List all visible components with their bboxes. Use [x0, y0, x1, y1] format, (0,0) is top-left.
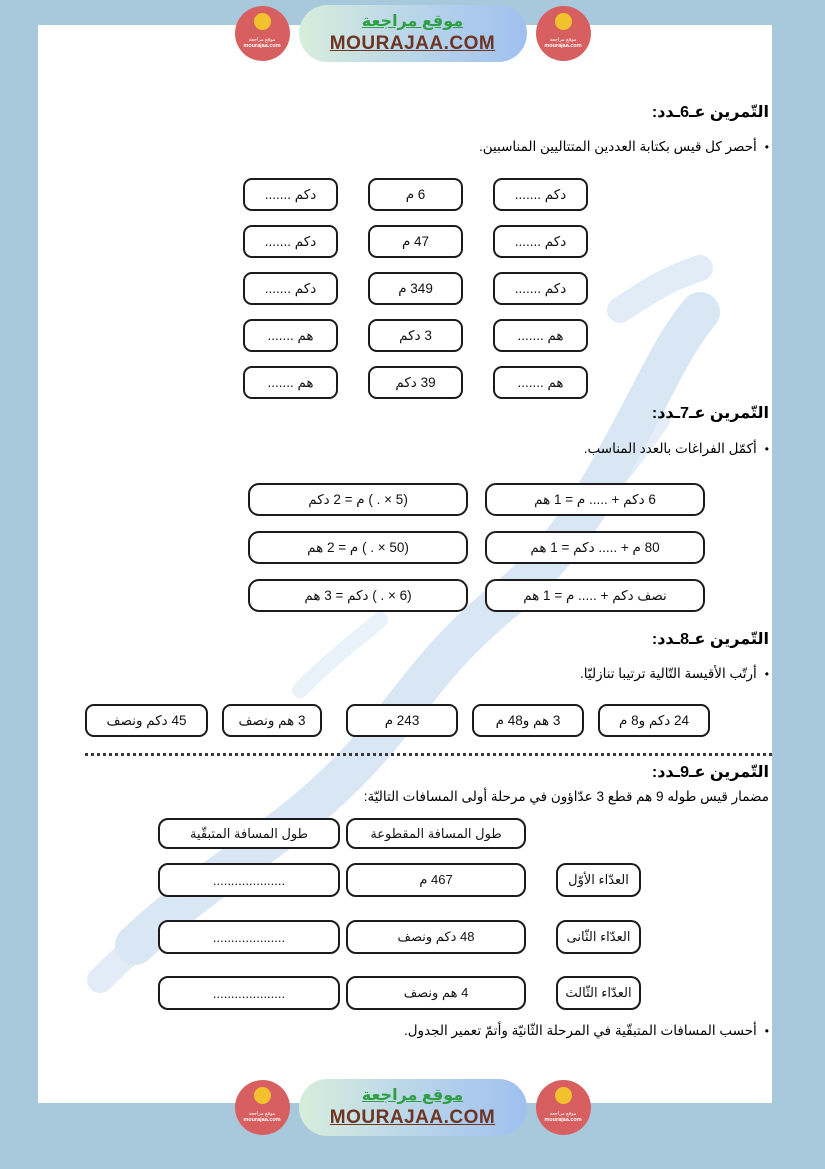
site-domain-link[interactable]: MOURAJAA.COM: [329, 1107, 496, 1128]
logo-book-icon: [555, 13, 572, 30]
ex9-runner3-label: العدّاء الثّالث: [556, 976, 641, 1010]
ex9-runner2-remaining: ....................: [158, 920, 340, 954]
measure-box: 243 م: [346, 704, 458, 737]
ex7-row2-sum-box: 80 م + ..... دكم = 1 هم: [485, 531, 705, 564]
bullet-icon: •: [764, 442, 769, 456]
site-domain-link[interactable]: MOURAJAA.COM: [329, 33, 496, 54]
ex9-runner1-remaining: ....................: [158, 863, 340, 897]
ex6-row1-right-bound-box: دكم .......: [493, 178, 588, 211]
ex9-header-remaining: طول المسافة المتبقّية: [158, 818, 340, 849]
exercise9-closing-instruction: [404, 1023, 769, 1039]
ex6-row1-value-box: 6 م: [368, 178, 463, 211]
exercise7-instruction: [584, 441, 769, 457]
ex9-runner2-covered: 48 دكم ونصف: [346, 920, 526, 954]
logo-caption-domain: mourajaa.com: [544, 43, 582, 49]
exercise6-grid: [243, 178, 588, 399]
site-logo-badge: [536, 6, 591, 61]
measure-box: 3 هم و48 م: [472, 704, 584, 737]
site-banner: [299, 1079, 527, 1136]
ex7-row1-product-box: (5 × . ) م = 2 دكم: [248, 483, 468, 516]
ex6-row5-value-box: 39 دكم: [368, 366, 463, 399]
ex6-row5-right-bound-box: هم .......: [493, 366, 588, 399]
instruction-text: أرتّب الأقيسة التّالية ترتيبا تنازليّا.: [580, 666, 757, 681]
measure-box: 45 دكم ونصف: [85, 704, 208, 737]
ex7-row2-product-box: (50 × . ) م = 2 هم: [248, 531, 468, 564]
bullet-icon: •: [764, 1024, 769, 1038]
ex6-row4-right-bound-box: هم .......: [493, 319, 588, 352]
exercise9-title: التّمرين عـ9ـدد:: [651, 764, 769, 781]
ex7-row3-product-box: (6 × . ) دكم = 3 هم: [248, 579, 468, 612]
ex6-row3-right-bound-box: دكم .......: [493, 272, 588, 305]
ex6-row5-left-bound-box: هم .......: [243, 366, 338, 399]
exercise8-measures-row: [85, 704, 710, 737]
logo-book-icon: [254, 13, 271, 30]
site-logo-badge: [536, 1080, 591, 1135]
measure-box: 24 دكم و8 م: [598, 704, 710, 737]
ex6-row1-left-bound-box: دكم .......: [243, 178, 338, 211]
site-logo-badge: [235, 6, 290, 61]
measure-box: 3 هم ونصف: [222, 704, 322, 737]
ex9-runner2-label: العدّاء الثّانى: [556, 920, 641, 954]
exercise7-title: التّمرين عـ7ـدد:: [651, 405, 769, 422]
logo-caption-ar: موقع مراجعة: [248, 37, 276, 43]
ex6-row3-left-bound-box: دكم .......: [243, 272, 338, 305]
exercise9-intro: مضمار قيس طوله 9 هم قطع 3 عدّاؤون في مرحلة أولى المسافات التاليّة:: [363, 789, 769, 804]
bullet-icon: •: [764, 140, 769, 154]
logo-book-icon: [254, 1087, 271, 1104]
ex7-row1-sum-box: 6 دكم + ..... م = 1 هم: [485, 483, 705, 516]
exercise8-instruction: [580, 666, 769, 682]
instruction-text: أكمّل الفراغات بالعدد المناسب.: [583, 441, 757, 456]
ex9-runner3-covered: 4 هم ونصف: [346, 976, 526, 1010]
ex7-row3-sum-box: نصف دكم + ..... م = 1 هم: [485, 579, 705, 612]
logo-caption-domain: mourajaa.com: [243, 43, 281, 49]
site-name-link[interactable]: موقع مراجعة: [361, 1087, 464, 1104]
instruction-text: أحسب المسافات المتبقّية في المرحلة الثّانيّة وأتمّ تعمير الجدول.: [403, 1023, 757, 1038]
site-header: [235, 5, 591, 62]
ex6-row4-value-box: 3 دكم: [368, 319, 463, 352]
site-name-link[interactable]: موقع مراجعة: [361, 13, 464, 30]
logo-caption-ar: موقع مراجعة: [549, 37, 577, 43]
instruction-text: أحصر كل قيس بكتابة العددين المتتاليين المناسبين.: [478, 139, 757, 154]
exercise7-grid: [248, 483, 705, 612]
exercise8-title: التّمرين عـ8ـدد:: [651, 631, 769, 648]
ex6-row2-right-bound-box: دكم .......: [493, 225, 588, 258]
ex6-row2-value-box: 47 م: [368, 225, 463, 258]
exercise6-instruction: [479, 139, 769, 155]
logo-caption-ar: موقع مراجعة: [248, 1111, 276, 1117]
exercise6-title: التّمرين عـ6ـدد:: [651, 104, 769, 121]
logo-caption-domain: mourajaa.com: [243, 1117, 281, 1123]
logo-caption-domain: mourajaa.com: [544, 1117, 582, 1123]
site-footer: [235, 1079, 591, 1136]
ex9-runner1-label: العدّاء الأوّل: [556, 863, 641, 897]
ex6-row2-left-bound-box: دكم .......: [243, 225, 338, 258]
ex9-header-covered: طول المسافة المقطوعة: [346, 818, 526, 849]
ex9-runner3-remaining: ....................: [158, 976, 340, 1010]
logo-book-icon: [555, 1087, 572, 1104]
ex9-runner1-covered: 467 م: [346, 863, 526, 897]
logo-caption-ar: موقع مراجعة: [549, 1111, 577, 1117]
site-banner: [299, 5, 527, 62]
site-logo-badge: [235, 1080, 290, 1135]
bullet-icon: •: [764, 667, 769, 681]
ex6-row4-left-bound-box: هم .......: [243, 319, 338, 352]
ex6-row3-value-box: 349 م: [368, 272, 463, 305]
answer-dotted-line: [85, 744, 772, 756]
